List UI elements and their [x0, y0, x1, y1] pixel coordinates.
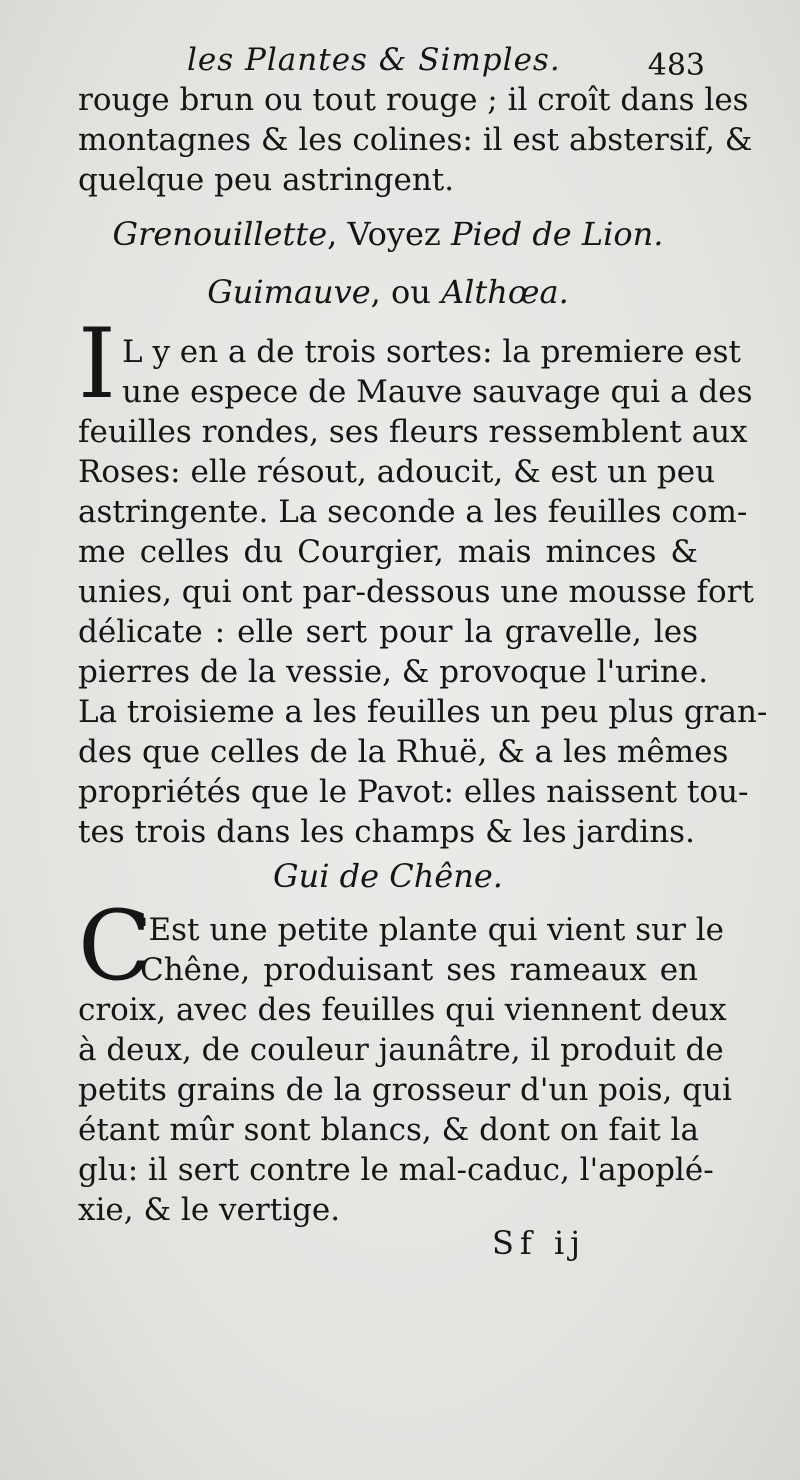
entry-alt-name: Althœa. — [441, 273, 569, 311]
cross-reference: Pied de Lion. — [450, 215, 664, 253]
text-line: petits grains de la grosseur d'un pois, qui — [78, 1072, 732, 1108]
text-line: quelque peu astringent. — [78, 162, 455, 198]
text-line: des que celles de la Rhuë, & a les mêmes — [78, 734, 729, 770]
text-line: glu: il sert contre le mal-caduc, l'apoplé- — [78, 1152, 714, 1188]
entry-heading-grenouillette — [78, 214, 698, 254]
text-line: croix, avec des feuilles qui viennent deux — [78, 992, 727, 1028]
signature-mark: Sf ij — [492, 1224, 587, 1262]
text-line: unies, qui ont par-dessous une mousse fort — [78, 574, 754, 610]
text-line: à deux, de couleur jaunâtre, il produit de — [78, 1032, 724, 1068]
text-line: pierres de la vessie, & provoque l'urine. — [78, 654, 709, 690]
text-line: feuilles rondes, ses fleurs ressemblent aux — [78, 414, 748, 450]
text-line: Roses: elle résout, adoucit, & est un peu — [78, 454, 716, 490]
running-head: les Plantes & Simples. — [187, 42, 561, 78]
page-number: 483 — [647, 48, 705, 83]
entry-heading-gui: Gui de Chêne. — [273, 857, 503, 895]
text-line: une espece de Mauve sauvage qui a des — [122, 374, 753, 410]
text-line: L y en a de trois sortes: la premiere est — [122, 334, 742, 370]
text-line: 'Est une petite plante qui vient sur le — [140, 912, 725, 948]
text-line: délicate : elle sert pour la gravelle, les — [78, 614, 698, 650]
entry-name: Grenouillette — [112, 215, 328, 253]
text-line: propriétés que le Pavot: elles naissent tou- — [78, 774, 749, 810]
entry-connector: , ou — [370, 273, 442, 311]
text-line: xie, & le vertige. — [78, 1192, 341, 1228]
text-line: montagnes & les colines: il est abstersif, & — [78, 122, 753, 158]
drop-cap: C — [78, 890, 152, 1002]
text-line: rouge brun ou tout rouge ; il croît dans les — [78, 82, 749, 118]
text-line: astringente. La seconde a les feuilles com- — [78, 494, 748, 530]
text-line: tes trois dans les champs & les jardins. — [78, 814, 695, 850]
text-line: Chêne, produisant ses rameaux en — [140, 952, 698, 988]
entry-heading-guimauve — [78, 272, 698, 312]
text-line: me celles du Courgier, mais minces & — [78, 534, 698, 570]
text-line: étant mûr sont blancs, & dont on fait la — [78, 1112, 699, 1148]
drop-cap: I — [78, 308, 116, 420]
entry-name: Guimauve — [207, 273, 371, 311]
entry-connector: , Voyez — [327, 215, 451, 253]
text-line: La troisieme a les feuilles un peu plus gran- — [78, 694, 768, 730]
